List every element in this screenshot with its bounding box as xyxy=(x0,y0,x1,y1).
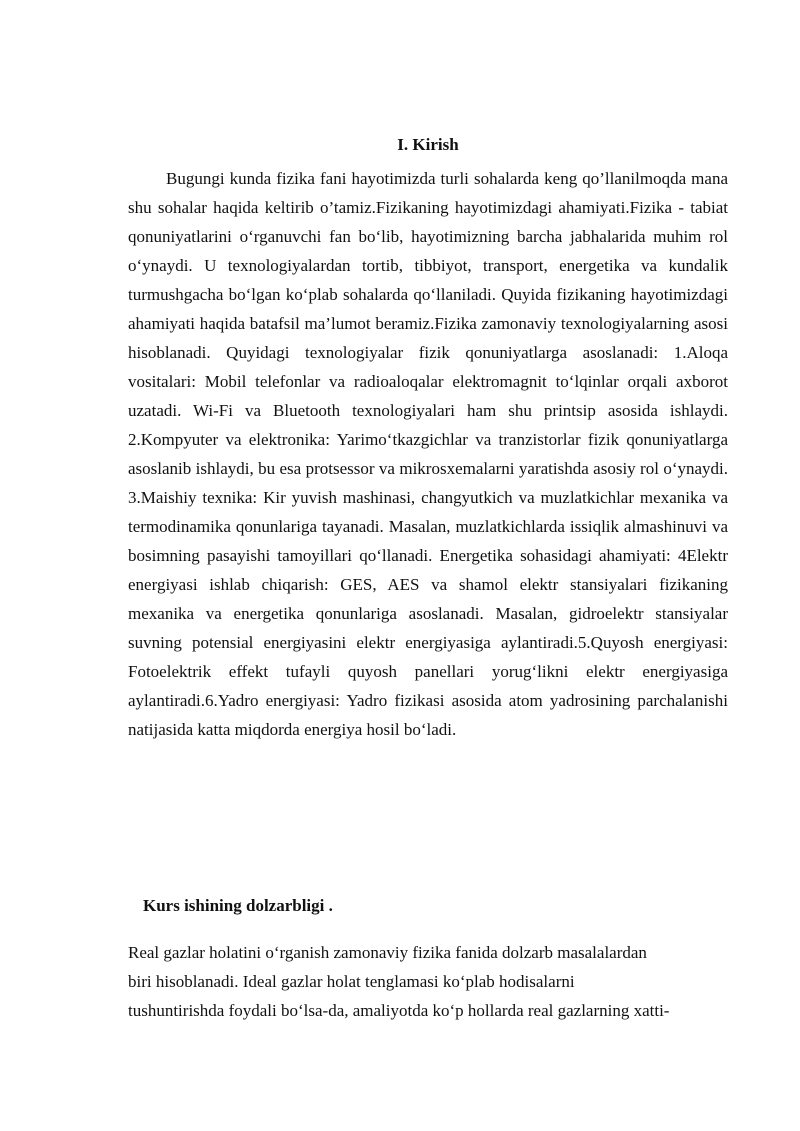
section-paragraph xyxy=(128,938,728,1025)
section-title: I. Kirish xyxy=(397,135,459,154)
section-line: tushuntirishda foydali bo‘lsa-da, amaliyotda ko‘p hollarda real gazlarning xatti- xyxy=(128,1001,670,1020)
section-line: Real gazlar holatini o‘rganish zamonaviy fizika fanida dolzarb masalalardan xyxy=(128,943,647,962)
intro-paragraph: Bugungi kunda fizika fani hayotimizda turli sohalarda keng qo’llanilmoqda mana shu sohalar haqida keltirib o’tamiz.Fizikaning hayotimizdagi ahamiyati.Fizika - tabiat qonuniyatlarini o‘rganuvchi fan bo‘lib, hayotimizning barcha jabhalarida muhim rol o‘ynaydi. U texnologiyalardan tortib, tibbiyot, transport, energetika va kundalik turmushgacha bo‘lgan ko‘plab sohalarda qo‘llaniladi. Quyida fizikaning hayotimizdagi ahamiyati haqida batafsil ma’lumot beramiz.Fizika zamonaviy texnologiyalarning asosi hisoblanadi. Quyidagi texnologiyalar fizik qonuniyatlarga asoslanadi: 1.Aloqa vositalari: Mobil telefonlar va radioaloqalar elektromagnit to‘lqinlar orqali axborot uzatadi. Wi-Fi va Bluetooth texnologiyalari ham shu printsip asosida ishlaydi. 2.Kompyuter va elektronika: Yarimo‘tkazgichlar va tranzistorlar fizik qonuniyatlarga asoslanib ishlaydi, bu esa protsessor va mikrosxemalarni yaratishda asosiy rol o‘ynaydi. 3.Maishiy texnika: Kir yuvish mashinasi, changyutkich va muzlatkichlar mexanika va termodinamika qonunlariga tayanadi. Masalan, muzlatkichlarda issiqlik almashinuvi va bosimning pasayishi tamoyillari qo‘llanadi. Energetika sohasidagi ahamiyati: 4Elektr energiyasi ishlab chiqarish: GES, AES va shamol elektr stansiyalari fizikaning mexanika va energetika qonunlariga asoslanadi. Masalan, gidroelektr stansiyalar suvning potensial energiyasini elektr energiyasiga aylantiradi.5.Quyosh energiyasi: Fotoelektrik effekt tufayli quyosh panellari yorug‘likni elektr energiyasiga aylantiradi.6.Yadro energiyasi: Yadro fizikasi asosida atom yadrosining parchalanishi natijasida katta miqdorda energiya hosil bo‘ladi. xyxy=(128,169,728,739)
section-line: biri hisoblanadi. Ideal gazlar holat tenglamasi ko‘plab hodisalarni xyxy=(128,972,575,991)
section-heading: Kurs ishining dolzarbligi . xyxy=(143,896,333,915)
